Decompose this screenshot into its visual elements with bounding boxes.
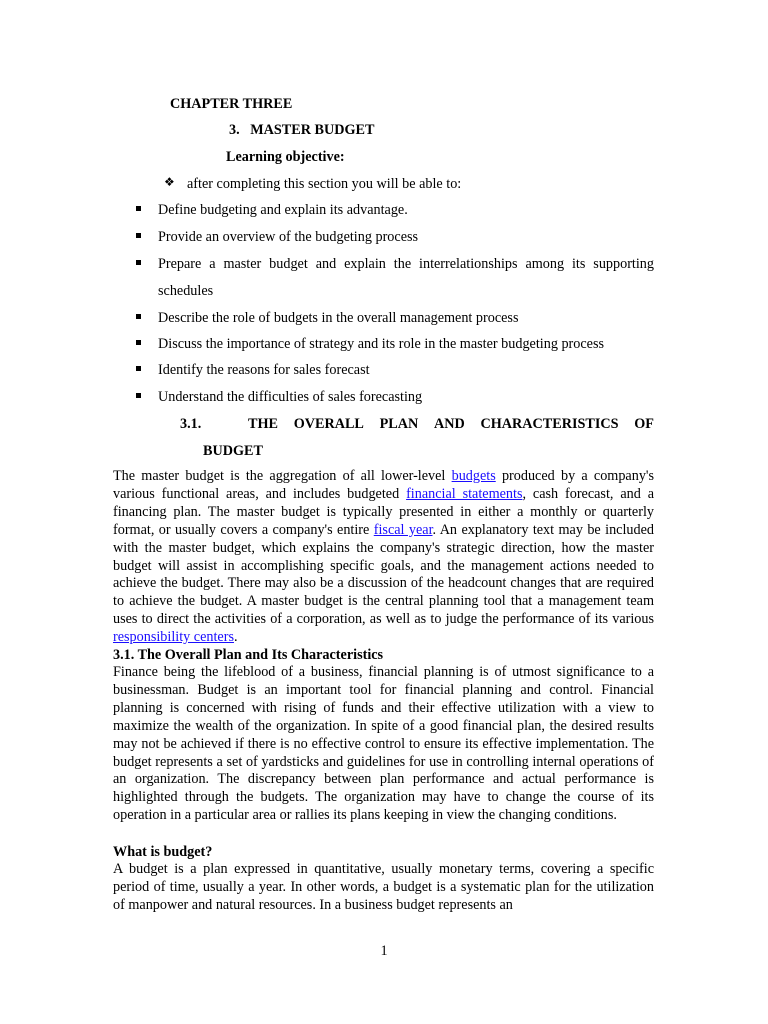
financial-planning-paragraph: Finance being the lifeblood of a business, financial planning is of utmost significance to a businessman. Budget is an important tool for financial planning and control. Financial planning is concerned with rising of funds and their effective utilization with a view to maximize the wealth of the organization. In spite of a good financial plan, the desired results may not be achieved if there is no effective control to ensure its effective implementation. The budget represents a set of yardsticks and guidelines for use in controlling internal operations of an organization. The discrepancy between plan performance and actual performance is highlighted through the budgets. The organization may have to change the course of its operation in a particular area or rallies its plans keeping in view the changing conditions. (113, 664, 654, 824)
square-bullet-icon (136, 314, 141, 319)
heading-word: THE (248, 416, 278, 432)
square-bullet-icon (136, 233, 141, 238)
square-bullet-icon (136, 206, 141, 211)
diamond-bullet-icon: ❖ (164, 175, 175, 189)
section-heading (229, 121, 374, 139)
chapter-title: CHAPTER THREE (170, 96, 293, 112)
square-bullet-icon (136, 340, 141, 345)
master-budget-paragraph (113, 468, 654, 647)
heading-word: OVERALL (293, 416, 364, 432)
square-bullet-icon (136, 366, 141, 371)
heading-word: CHARACTERISTICS (480, 416, 619, 432)
square-bullet-icon (136, 393, 141, 398)
section-3-1-heading (180, 415, 654, 433)
heading-word: OF (634, 416, 654, 432)
objective-item: Identify the reasons for sales forecast (158, 362, 370, 378)
what-is-budget-heading: What is budget? (113, 844, 213, 860)
paragraph-text: , cash forecast, and a financing plan. The master budget is typically presented in either a monthly or quarterly format, or usually covers a company's entire (113, 485, 654, 538)
objective-item: Prepare a master budget and explain the interrelationships among its supporting (158, 256, 654, 272)
budget-definition-paragraph: A budget is a plan expressed in quantitative, usually monetary terms, covering a specific period of time, usually a year. In other words, a budget is a systematic plan for the utilization of manpower and natural resources. In a business budget represents an (113, 861, 654, 913)
square-bullet-icon (136, 260, 141, 265)
section-3-1-heading-line2: BUDGET (203, 443, 263, 459)
section-title: MASTER BUDGET (250, 122, 375, 138)
section-number: 3. (229, 122, 240, 138)
objective-item: Describe the role of budgets in the overall management process (158, 310, 519, 326)
paragraph-text: . (233, 629, 238, 646)
overall-plan-heading: 3.1. The Overall Plan and Its Characteristics (113, 647, 384, 663)
heading-word: AND (434, 416, 465, 432)
learning-objective-label: Learning objective: (226, 149, 345, 165)
objective-item: Understand the difficulties of sales forecasting (158, 389, 423, 405)
objective-item-continuation: schedules (158, 283, 214, 299)
paragraph-text: . An explanatory text may be included with the master budget, which explains the company's strategic direction, how the master budget will assist in accomplishing specific goals, and the management actions needed to achieve the budget. There may also be a discussion of the headcount changes that are required to achieve the budget. A master budget is the central planning tool that a management team uses to direct the activities of a corporation, as well as to judge the performance of its various (113, 521, 654, 628)
financial-statements-link[interactable]: financial statements (406, 485, 523, 502)
responsibility-centers-link[interactable]: responsibility centers (113, 629, 234, 646)
heading-word: PLAN (379, 416, 419, 432)
objective-item: Define budgeting and explain its advantage. (158, 202, 408, 218)
page-number: 1 (380, 943, 388, 959)
paragraph-text: produced by a company's various functional areas, and includes budgeted (113, 468, 654, 502)
objective-item: Provide an overview of the budgeting process (158, 229, 419, 245)
paragraph-text: The master budget is the aggregation of all lower-level (113, 468, 452, 484)
budgets-link[interactable]: budgets (451, 468, 496, 484)
section-3-1-number: 3.1. (180, 416, 202, 432)
intro-bullet-text: after completing this section you will be able to: (187, 176, 462, 192)
fiscal-year-link[interactable]: fiscal year (373, 521, 433, 538)
objective-item: Discuss the importance of strategy and its role in the master budgeting process (158, 336, 605, 352)
